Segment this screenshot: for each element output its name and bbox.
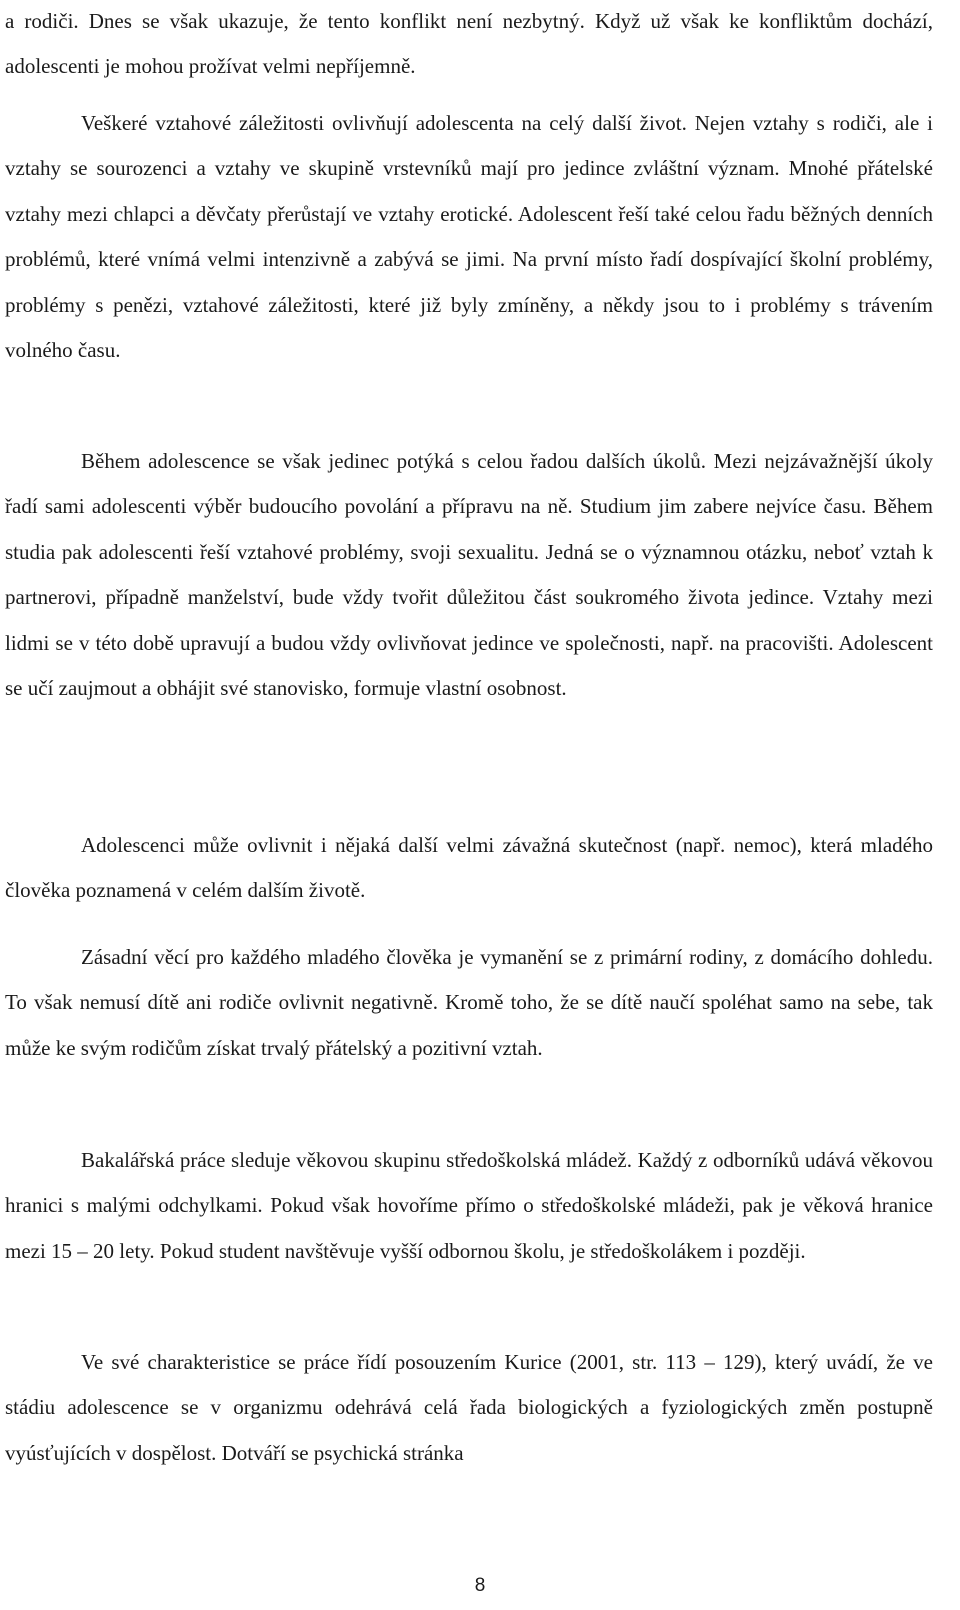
paragraph: Adolescenci může ovlivnit i nějaká další velmi závažná skutečnost (např. nemoc), která mladého člověka poznamená v celém dalším životě. [5, 833, 933, 903]
paragraph: Ve své charakteristice se práce řídí posouzením Kurice (2001, str. 113 – 129), který uvádí, že ve stádiu adolescence se v organizmu odehrává celá řada biologických a fyziologických změn postupně vyúsťujících v dospělost. Dotváří se psychická stránka [5, 1350, 933, 1465]
paragraph: Bakalářská práce sleduje věkovou skupinu středoškolská mládež. Každý z odborníků udává věkovou hranici s malými odchylkami. Pokud však hovoříme přímo o středoškolské mládeži, pak je věková hranice mezi 15 – 20 lety. Pokud student navštěvuje vyšší odbornou školu, je středoškolákem i později. [5, 1148, 933, 1263]
paragraph: Zásadní věcí pro každého mladého člověka je vymanění se z primární rodiny, z domácího dohledu. To však nemusí dítě ani rodiče ovlivnit negativně. Kromě toho, že se dítě naučí spoléhat samo na sebe, tak může ke svým rodičům získat trvalý přátelský a pozitivní vztah. [5, 945, 933, 1060]
page-number: 8 [474, 1575, 486, 1596]
paragraph: Během adolescence se však jedinec potýká s celou řadou dalších úkolů. Mezi nejzávažnější úkoly řadí sami adolescenti výběr budoucího povolání a přípravu na ně. Studium jim zabere nejvíce času. Během studia pak adolescenti řeší vztahové problémy, svoji sexualitu. Jedná se o významnou otázku, neboť vztah k partnerovi, případně manželství, bude vždy tvořit důležitou část soukromého života jedince. Vztahy mezi lidmi se v této době upravují a budou vždy ovlivňovat jedince ve společnosti, např. na pracovišti. Adolescent se učí zaujmout a obhájit své stanovisko, formuje vlastní osobnost. [5, 449, 933, 701]
paragraph: Veškeré vztahové záležitosti ovlivňují adolescenta na celý další život. Nejen vztahy s rodiči, ale i vztahy se sourozenci a vztahy ve skupině vrstevníků mají pro jedince zvláštní význam. Mnohé přátelské vztahy mezi chlapci a děvčaty přerůstají ve vztahy erotické. Adolescent řeší také celou řadu běžných denních problémů, které vnímá velmi intenzivně a zabývá se jimi. Na první místo řadí dospívající školní problémy, problémy s penězi, vztahové záležitosti, které již byly zmíněny, a někdy jsou to i problémy s trávením volného času. [5, 111, 933, 363]
paragraph-continuation: a rodiči. Dnes se však ukazuje, že tento konflikt není nezbytný. Když už však ke konfliktům dochází, adolescenti je mohou prožívat velmi nepříjemně. [5, 9, 933, 79]
